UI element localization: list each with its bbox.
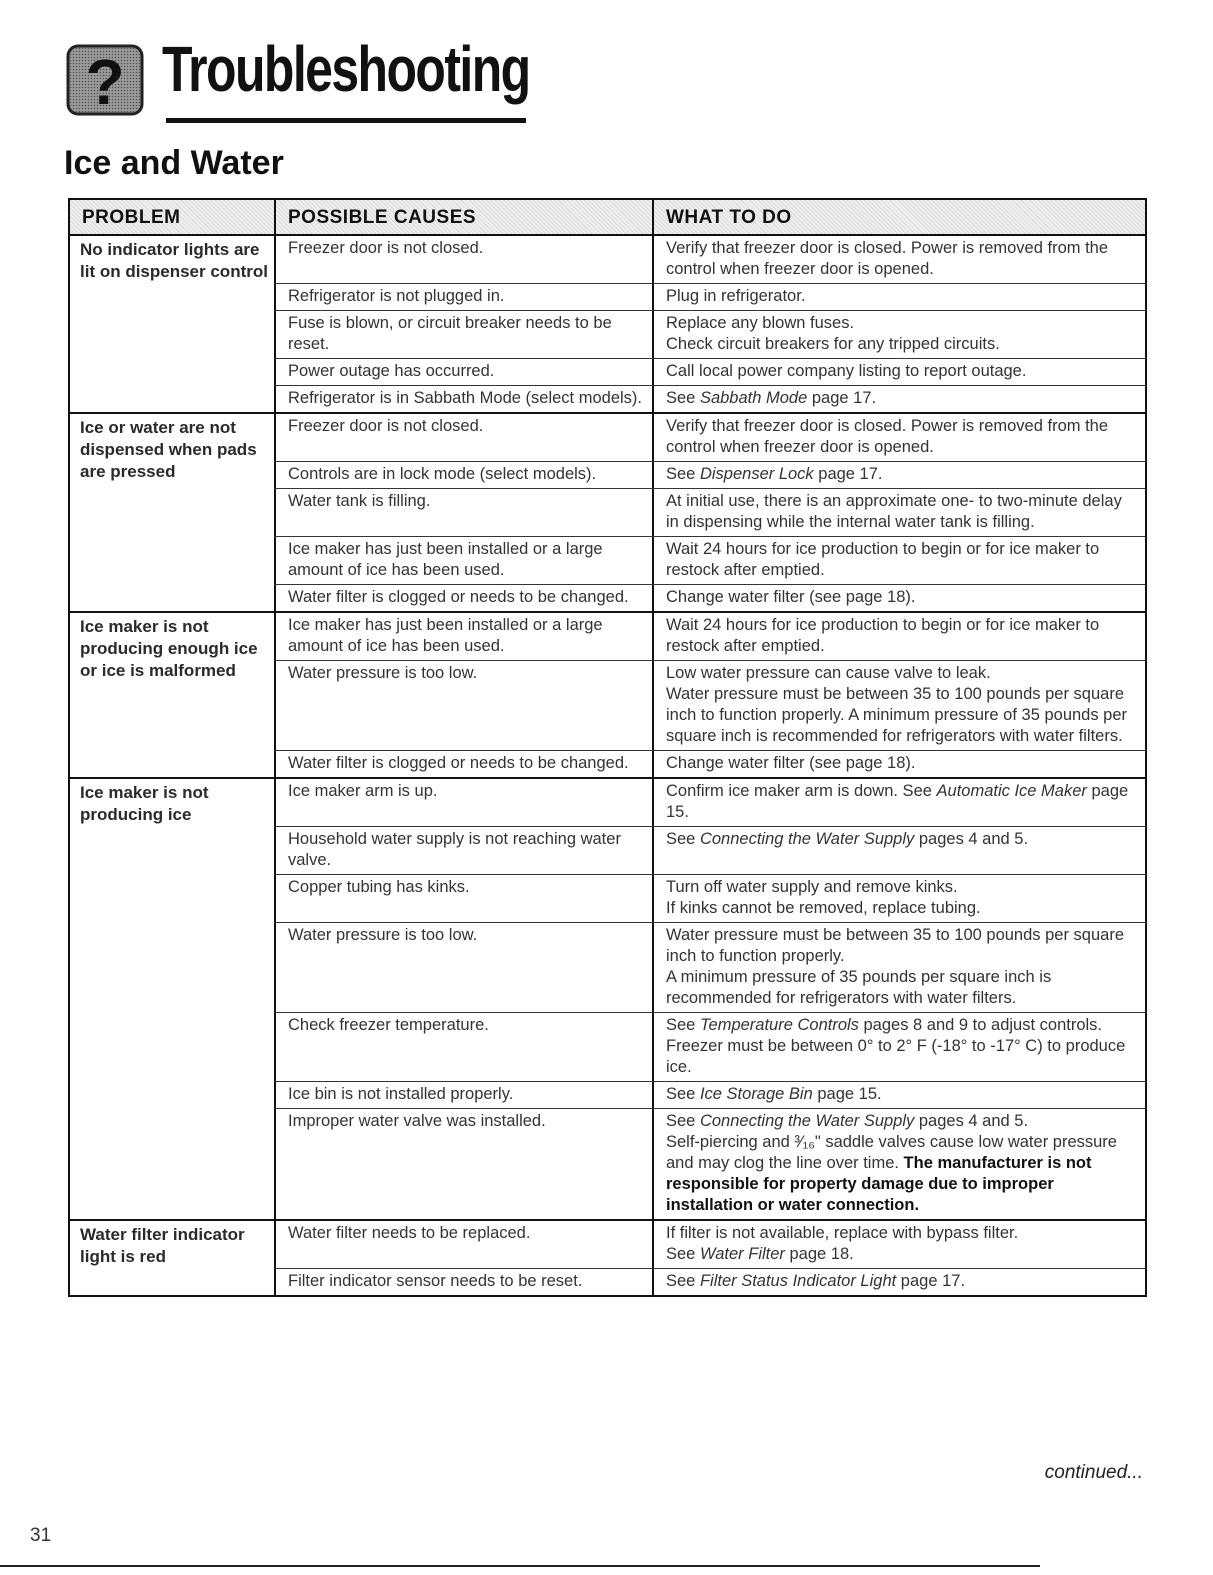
solution-cell xyxy=(652,661,1145,750)
solution-cell xyxy=(652,1269,1145,1295)
solution-text: page 17. xyxy=(896,1272,966,1290)
table-row xyxy=(274,751,1145,777)
cause-cell: Water filter needs to be replaced. xyxy=(274,1221,652,1268)
solution-cell xyxy=(652,827,1145,874)
cause-cell: Household water supply is not reaching water valve. xyxy=(274,827,652,874)
page-title: Troubleshooting xyxy=(162,33,530,105)
solution-text: Replace any blown fuses. xyxy=(666,314,855,332)
solution-text: Water pressure must be between 35 to 100 pounds per square inch to function properly. xyxy=(666,926,1124,965)
table-row xyxy=(274,359,1145,386)
solution-cell xyxy=(652,284,1145,310)
problem-group xyxy=(70,236,1145,414)
solution-cell xyxy=(652,585,1145,611)
reference-link-text: Ice Storage Bin xyxy=(699,1085,813,1103)
cause-cell: Copper tubing has kinks. xyxy=(274,875,652,922)
solution-text: Wait 24 hours for ice production to begin or for ice maker to restock after emptied. xyxy=(666,540,1100,579)
solution-text: Self-piercing and ³⁄₁₆" saddle valves cause low water pressure and may clog the line over time. xyxy=(666,1133,1117,1172)
table-row xyxy=(274,311,1145,359)
solution-cell xyxy=(652,613,1145,660)
solution-text: Plug in refrigerator. xyxy=(666,287,806,305)
solution-text: Verify that freezer door is closed. Power is removed from the control when freezer door is opened. xyxy=(666,239,1109,278)
page-header xyxy=(66,33,530,122)
troubleshooting-table xyxy=(68,198,1147,1297)
svg-text:?: ? xyxy=(85,46,125,116)
solution-cell xyxy=(652,1221,1145,1268)
section-heading: Ice and Water xyxy=(64,144,284,182)
cause-cell: Ice maker has just been installed or a large amount of ice has been used. xyxy=(274,613,652,660)
reference-link-text: Dispenser Lock xyxy=(699,465,814,483)
problem-group xyxy=(70,414,1145,613)
solution-cell xyxy=(652,751,1145,777)
solution-text: Water pressure must be between 35 to 100 pounds per square inch to function properly. A minimum pressure of 35 pounds per square inch is recommended for refrigerators with water filters. xyxy=(666,685,1128,745)
cause-cell: Freezer door is not closed. xyxy=(274,236,652,283)
solution-cell xyxy=(652,923,1145,1012)
table-row xyxy=(274,284,1145,311)
problem-cell: Ice maker is not producing ice xyxy=(80,783,209,824)
solution-cell xyxy=(652,489,1145,536)
solution-text: Call local power company listing to report outage. xyxy=(666,362,1027,380)
title-underline xyxy=(166,118,526,123)
solution-text: pages 8 and 9 to adjust controls. Freezer must be between 0° to 2° F (-18° to -17° C) to produce ice. xyxy=(666,1016,1126,1076)
solution-text: At initial use, there is an approximate one- to two-minute delay in dispensing while the internal water tank is filling. xyxy=(666,492,1122,531)
table-row xyxy=(274,661,1145,751)
table-row xyxy=(274,1221,1145,1269)
reference-link-text: Sabbath Mode xyxy=(699,389,808,407)
solution-cell xyxy=(652,414,1145,461)
cause-cell: Controls are in lock mode (select models). xyxy=(274,462,652,488)
solution-cell xyxy=(652,1109,1145,1219)
solution-text: Verify that freezer door is closed. Power is removed from the control when freezer door is opened. xyxy=(666,417,1109,456)
table-row xyxy=(274,827,1145,875)
table-row xyxy=(274,236,1145,284)
reference-link-text: Connecting the Water Supply xyxy=(699,830,915,848)
cause-cell: Ice bin is not installed properly. xyxy=(274,1082,652,1108)
table-row xyxy=(274,923,1145,1013)
table-row xyxy=(274,1109,1145,1219)
cause-cell: Improper water valve was installed. xyxy=(274,1109,652,1219)
solution-text: See xyxy=(666,1016,700,1034)
table-header xyxy=(70,200,1145,236)
solution-cell xyxy=(652,462,1145,488)
solution-text: pages 4 and 5. xyxy=(914,830,1029,848)
cause-cell: Water filter is clogged or needs to be changed. xyxy=(274,751,652,777)
solution-cell xyxy=(652,236,1145,283)
bottom-rule xyxy=(0,1565,1040,1567)
cause-cell: Power outage has occurred. xyxy=(274,359,652,385)
table-row xyxy=(274,585,1145,611)
table-row xyxy=(274,779,1145,827)
reference-link-text: Water Filter xyxy=(699,1245,785,1263)
question-mark-icon xyxy=(66,44,144,116)
solution-cell xyxy=(652,1082,1145,1108)
continued-note: continued... xyxy=(1044,1462,1143,1483)
solution-text: See xyxy=(666,1085,700,1103)
page-number: 31 xyxy=(30,1525,52,1546)
reference-link-text: Automatic Ice Maker xyxy=(936,782,1087,800)
cause-cell: Filter indicator sensor needs to be reset. xyxy=(274,1269,652,1295)
reference-link-text: Connecting the Water Supply xyxy=(699,1112,915,1130)
solution-text: Low water pressure can cause valve to leak. xyxy=(666,664,991,682)
solution-text: If filter is not available, replace with bypass filter. xyxy=(666,1224,1019,1242)
solution-text: page 15. xyxy=(666,782,1129,821)
solution-text: See xyxy=(666,465,700,483)
solution-text: page 18. xyxy=(784,1245,854,1263)
table-row xyxy=(274,1082,1145,1109)
table-row xyxy=(274,489,1145,537)
reference-link-text: Temperature Controls xyxy=(699,1016,859,1034)
table-row xyxy=(274,386,1145,412)
solution-cell xyxy=(652,537,1145,584)
cause-cell: Check freezer temperature. xyxy=(274,1013,652,1081)
warning-text: The manufacturer is not responsible for property damage due to improper installation or water connection. xyxy=(666,1154,1092,1214)
cause-cell: Refrigerator is in Sabbath Mode (select models). xyxy=(274,386,652,412)
solution-cell xyxy=(652,1013,1145,1081)
solution-text: Wait 24 hours for ice production to begin or for ice maker to restock after emptied. xyxy=(666,616,1100,655)
solution-text: Change water filter (see page 18). xyxy=(666,754,916,772)
solution-text: See xyxy=(666,1245,700,1263)
problem-group xyxy=(70,1221,1145,1295)
solution-cell xyxy=(652,311,1145,358)
problem-cell: Water filter indicator light is red xyxy=(80,1225,245,1266)
table-row xyxy=(274,613,1145,661)
solution-cell xyxy=(652,386,1145,412)
problem-group xyxy=(70,779,1145,1221)
table-row xyxy=(274,414,1145,462)
solution-text: A minimum pressure of 35 pounds per square inch is recommended for refrigerators with water filters. xyxy=(666,968,1052,1007)
problem-cell: Ice or water are not dispensed when pads are pressed xyxy=(80,418,257,481)
solution-text: If kinks cannot be removed, replace tubing. xyxy=(666,899,981,917)
header-problem: PROBLEM xyxy=(82,207,181,228)
problem-cell: Ice maker is not producing enough ice or ice is malformed xyxy=(80,617,258,680)
solution-cell xyxy=(652,875,1145,922)
table-row xyxy=(274,462,1145,489)
problem-cell: No indicator lights are lit on dispenser control xyxy=(80,240,268,281)
solution-cell xyxy=(652,359,1145,385)
problem-group xyxy=(70,613,1145,779)
solution-text: pages 4 and 5. xyxy=(914,1112,1029,1130)
table-body xyxy=(70,236,1145,1295)
cause-cell: Ice maker has just been installed or a large amount of ice has been used. xyxy=(274,537,652,584)
reference-link-text: Filter Status Indicator Light xyxy=(699,1272,897,1290)
solution-text: See xyxy=(666,389,700,407)
table-row xyxy=(274,537,1145,585)
solution-cell xyxy=(652,779,1145,826)
solution-text: See xyxy=(666,1112,700,1130)
cause-cell: Water filter is clogged or needs to be changed. xyxy=(274,585,652,611)
solution-text: page 17. xyxy=(813,465,883,483)
header-possible-causes: POSSIBLE CAUSES xyxy=(274,200,652,234)
cause-cell: Water pressure is too low. xyxy=(274,661,652,750)
cause-cell: Water tank is filling. xyxy=(274,489,652,536)
solution-text: page 17. xyxy=(807,389,877,407)
solution-text: page 15. xyxy=(812,1085,882,1103)
solution-text: Confirm ice maker arm is down. See xyxy=(666,782,937,800)
cause-cell: Freezer door is not closed. xyxy=(274,414,652,461)
table-row xyxy=(274,875,1145,923)
cause-cell: Water pressure is too low. xyxy=(274,923,652,1012)
table-row xyxy=(274,1013,1145,1082)
cause-cell: Ice maker arm is up. xyxy=(274,779,652,826)
solution-text: Turn off water supply and remove kinks. xyxy=(666,878,958,896)
solution-text: Check circuit breakers for any tripped circuits. xyxy=(666,335,1000,353)
solution-text: Change water filter (see page 18). xyxy=(666,588,916,606)
solution-text: See xyxy=(666,830,700,848)
solution-text: See xyxy=(666,1272,700,1290)
cause-cell: Refrigerator is not plugged in. xyxy=(274,284,652,310)
cause-cell: Fuse is blown, or circuit breaker needs to be reset. xyxy=(274,311,652,358)
table-row xyxy=(274,1269,1145,1295)
header-what-to-do: WHAT TO DO xyxy=(652,200,1145,234)
